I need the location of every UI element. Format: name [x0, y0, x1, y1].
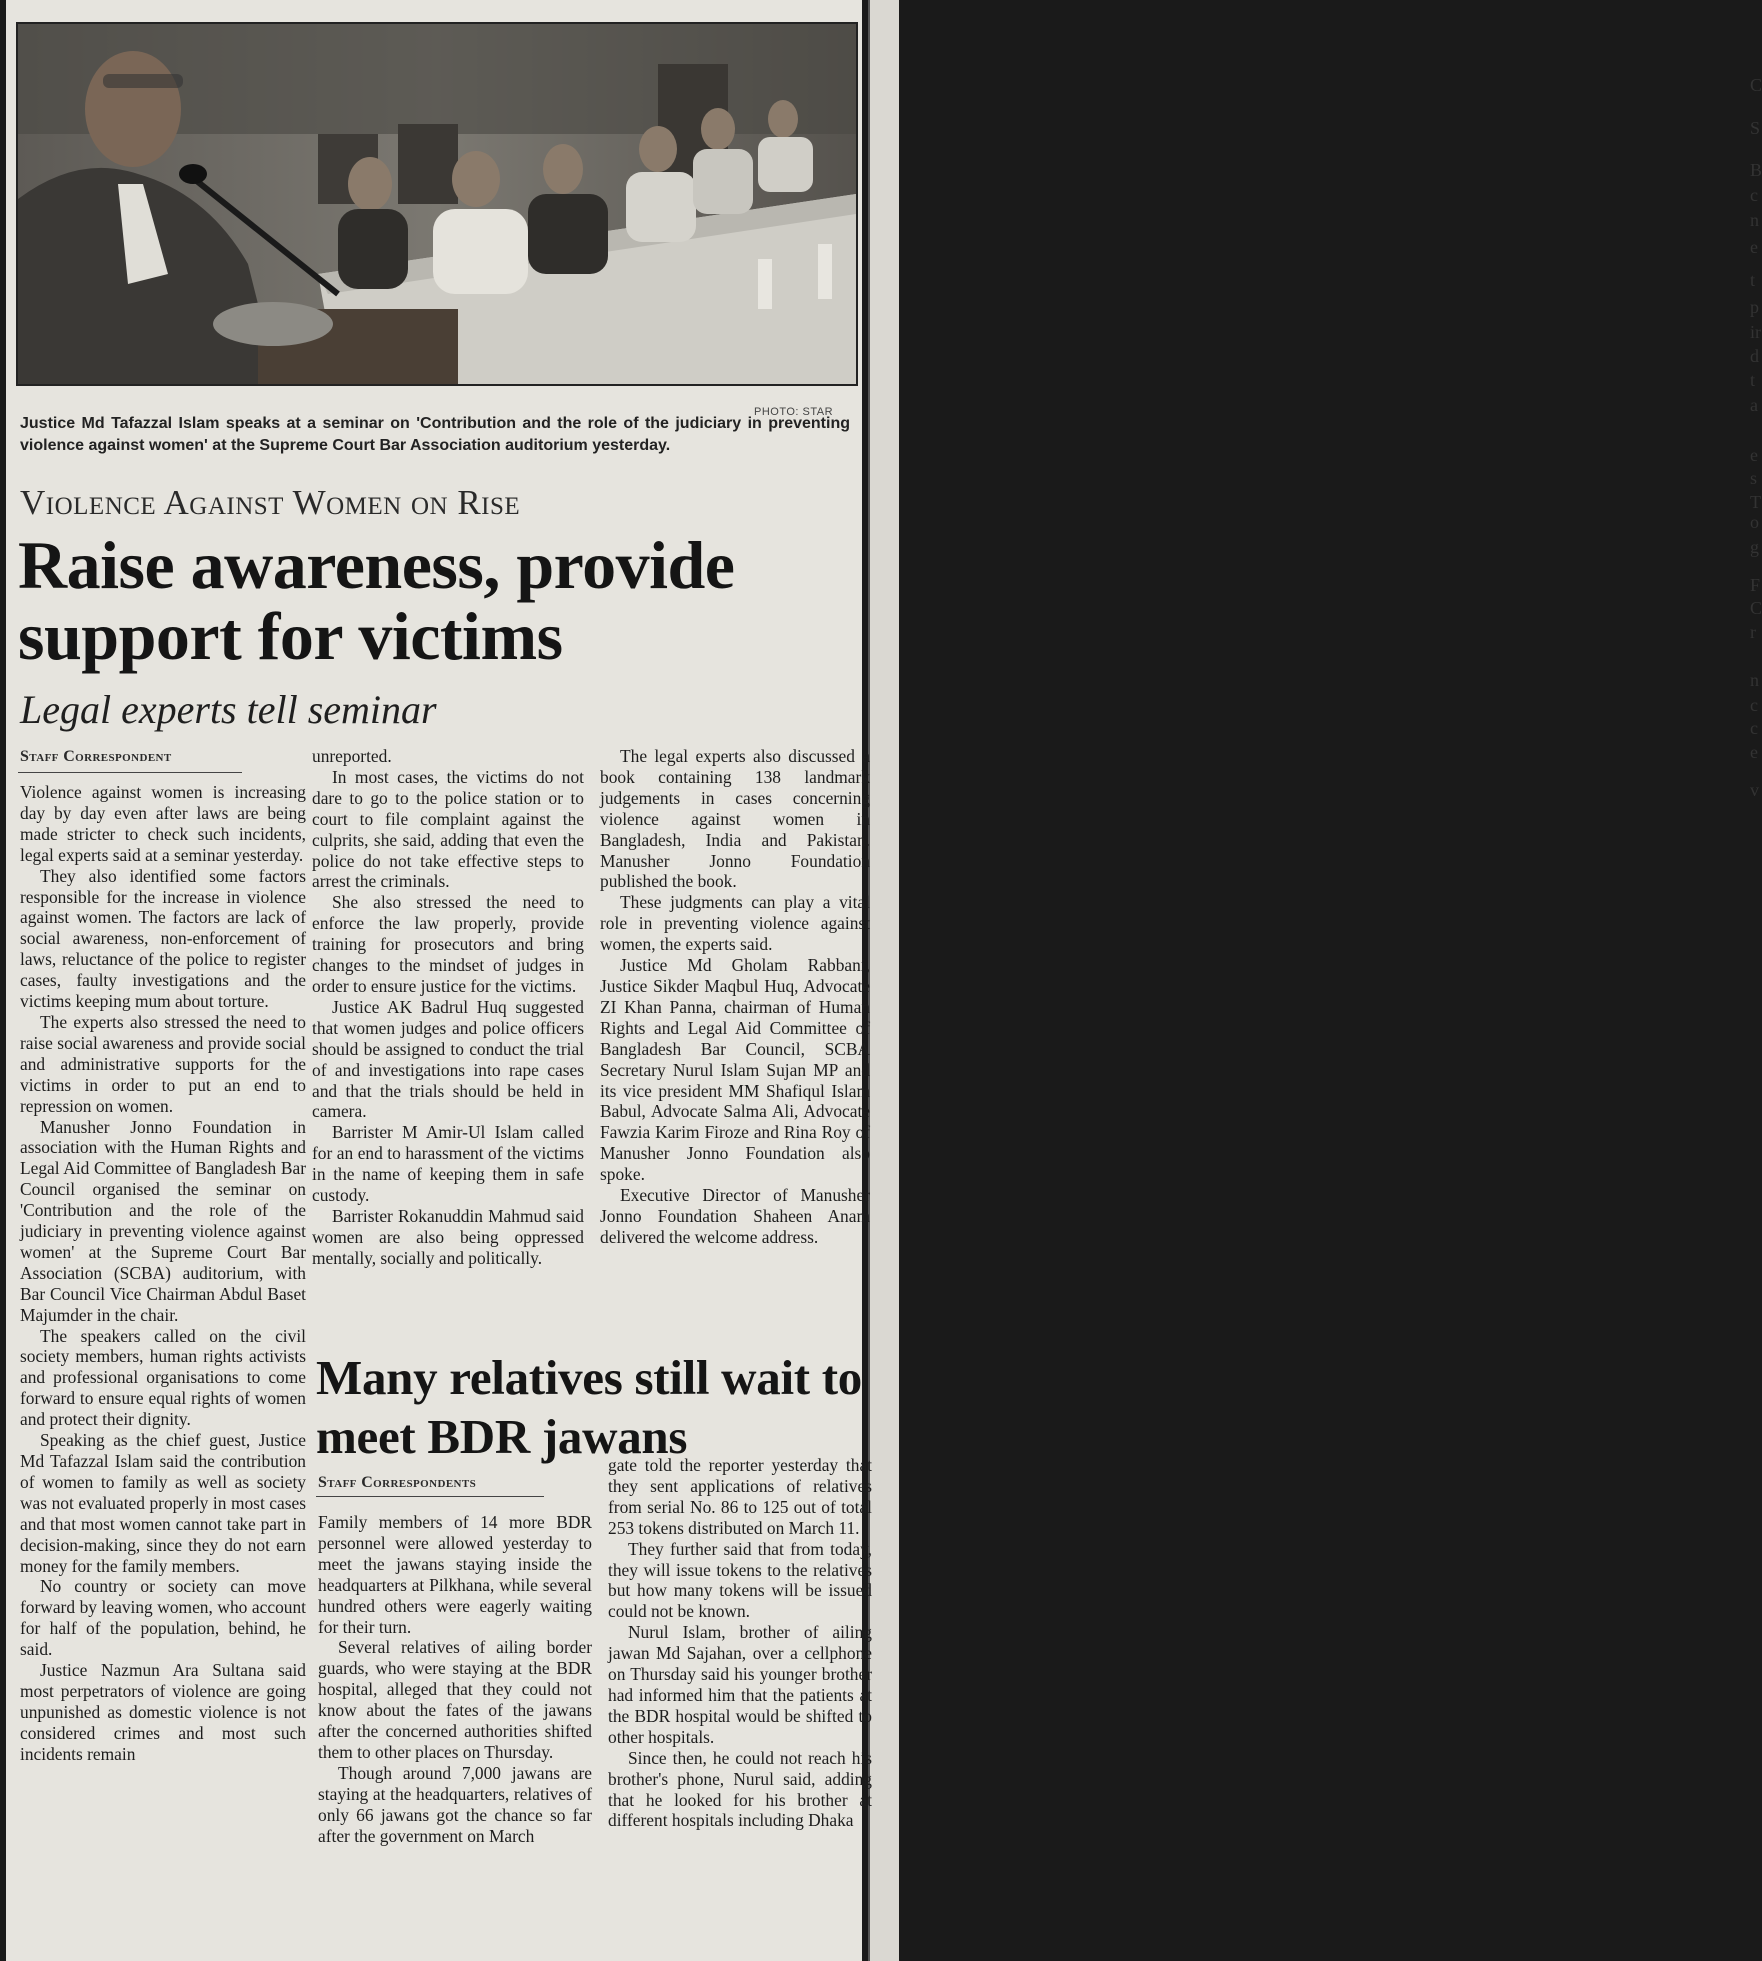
paragraph: Several relatives of ailing border guards, who were staying at the BDR hospital, alleged that they could not know about the fates of the jawans after the concerned authorities shifted them to other places on Thursday.: [318, 1637, 592, 1762]
adjacent-column-letter: s: [1750, 468, 1758, 488]
paragraph: Speaking as the chief guest, Justice Md Tafazzal Islam said the contribution of women to family as well as society was not evaluated properly in most cases and that most women cannot take part in decision-making, since they do not earn money for the family members.: [20, 1430, 306, 1576]
adjacent-column-letter: S: [1750, 118, 1761, 138]
adjacent-column-letter: n: [1750, 210, 1759, 230]
adjacent-column-strip: [868, 0, 1762, 1961]
adjacent-column-letter: a: [1750, 395, 1758, 415]
story-subhead: Legal experts tell seminar: [20, 687, 437, 732]
paragraph: No country or society can move forward by leaving women, who account for half of the population, behind, he said.: [20, 1576, 306, 1660]
adjacent-column-letter: r: [1750, 622, 1756, 642]
adjacent-column-letter: d: [1750, 346, 1759, 366]
paragraph: Executive Director of Manusher Jonno Foundation Shaheen Anam delivered the welcome address.: [600, 1185, 870, 1247]
paragraph: The legal experts also discussed a book containing 138 landmark judgements in cases concerning violence against women in Bangladesh, India and Pakistan. Manusher Jonno Foundation published the book.: [600, 746, 870, 892]
adjacent-column-letter: c: [1750, 695, 1758, 715]
paragraph: The experts also stressed the need to raise social awareness and provide social and administrative supports for the victims in order to put an end to repression on women.: [20, 1011, 306, 1116]
story-column-3: [600, 746, 870, 1248]
paragraph: In most cases, the victims do not dare to go to the police station or to court to file complaint against the culprits, she said, adding that even the police do not take effective steps to arrest the criminals.: [312, 766, 584, 892]
seminar-photo: [16, 22, 858, 386]
paragraph: She also stressed the need to enforce the law properly, provide training for prosecutors and bring changes to the mindset of judges in order to ensure justice for the victims.: [312, 892, 584, 996]
paragraph: Barrister M Amir-Ul Islam called for an end to harassment of the victims in the name of keeping them in safe custody.: [312, 1122, 584, 1206]
story-column-1: [20, 782, 306, 1765]
adjacent-column-letter: e: [1750, 237, 1758, 257]
adjacent-column-letter: t: [1750, 370, 1756, 390]
adjacent-column-letter: F: [1750, 575, 1761, 595]
paragraph: Nurul Islam, brother of ailing jawan Md Sajahan, over a cellphone on Thursday said his younger brother had informed him that the patients at the BDR hospital would be shifted to other hospitals.: [608, 1622, 872, 1747]
adjacent-column-letter: C: [1750, 598, 1762, 618]
second-story-byline: Staff Correspondents: [318, 1474, 477, 1491]
adjacent-column-letter: v: [1750, 780, 1759, 800]
adjacent-column-letter: n: [1750, 670, 1759, 690]
adjacent-column-letter: g: [1750, 537, 1759, 557]
adjacent-column-letter: p: [1750, 297, 1759, 317]
story-column-2: [312, 746, 584, 1269]
photo-credit: PHOTO: STAR: [754, 406, 834, 418]
adjacent-column-letter: T: [1750, 492, 1761, 512]
paragraph: They also identified some factors responsible for the increase in violence against women. The factors are lack of social awareness, non-enforcement of laws, reluctance of the police to register cases, faulty investigations and the victims keeping mum about torture.: [20, 865, 306, 1012]
paragraph: They further said that from today, they will issue tokens to the relatives but how many tokens will be issued could not be known.: [608, 1538, 872, 1622]
paragraph: Justice AK Badrul Huq suggested that women judges and police officers should be assigned to conduct the trial of and investigations into rape cases and that the trials should be held in camera.: [312, 996, 584, 1122]
paragraph: Family members of 14 more BDR personnel were allowed yesterday to meet the jawans staying inside the headquarters at Pilkhana, while several hundred others were eagerly waiting for their turn.: [318, 1512, 592, 1637]
adjacent-column-letter: c: [1750, 185, 1758, 205]
paragraph: unreported.: [312, 746, 392, 766]
story-kicker: Violence Against Women on Rise: [20, 483, 521, 522]
paragraph: Justice Nazmun Ara Sultana said most perpetrators of violence are going unpunished as domestic violence is not considered crimes and most such incidents remain: [20, 1660, 306, 1764]
photo-caption: Justice Md Tafazzal Islam speaks at a seminar on 'Contribution and the role of the judiciary in preventing violence against women' at the Supreme Court Bar Association auditorium yesterday.: [20, 415, 850, 454]
adjacent-column-letter: ir: [1750, 322, 1761, 342]
story-headline: Raise awareness, provide support for victims: [18, 527, 735, 674]
adjacent-column-letter: o: [1750, 512, 1759, 532]
paragraph: Barrister Rokanuddin Mahmud said women are also being oppressed mentally, socially and politically.: [312, 1205, 584, 1268]
paragraph: Justice Md Gholam Rabbani, Justice Sikder Maqbul Huq, Advocate ZI Khan Panna, chairman of Human Rights and Legal Aid Committee of Bangladesh Bar Council, SCBA Secretary Nurul Islam Sujan MP and its vice president MM Shafiqul Islam Babul, Advocate Salma Ali, Advocate Fawzia Karim Firoze and Rina Roy of Manusher Jonno Foundation also spoke.: [600, 955, 870, 1185]
paragraph: Violence against women is increasing day by day even after laws are being made stricter to check such incidents, legal experts said at a seminar yesterday.: [20, 782, 306, 865]
byline-rule: [316, 1496, 544, 1497]
paragraph: Manusher Jonno Foundation in association with the Human Rights and Legal Aid Committee of Bangladesh Bar Council organised the seminar on 'Contribution and the role of the judiciary in preventing violence against women' at the Supreme Court Bar Association (SCBA) auditorium, with Bar Council Vice Chairman Abdul Baset Majumder in the chair.: [20, 1116, 306, 1325]
paragraph: gate told the reporter yesterday that they sent applications of relatives from serial No. 86 to 125 out of total 253 tokens distributed on March 11.: [608, 1455, 872, 1538]
adjacent-column-letter: t: [1750, 270, 1756, 290]
second-story-column-1: [318, 1512, 592, 1847]
paragraph: Though around 7,000 jawans are staying at the headquarters, relatives of only 66 jawans got the chance so far after the government on March: [318, 1762, 592, 1846]
paragraph: These judgments can play a vital role in preventing violence against women, the experts said.: [600, 892, 870, 955]
second-story-column-2: [608, 1455, 872, 1831]
byline-rule: [18, 772, 242, 773]
second-story-headline: Many relatives still wait to meet BDR jawans: [316, 1350, 862, 1464]
paragraph: The speakers called on the civil society members, human rights activists and professional organisations to come forward to ensure equal rights of women and protect their dignity.: [20, 1325, 306, 1430]
story-byline: Staff Correspondent: [20, 748, 172, 765]
paragraph: Since then, he could not reach his brother's phone, Nurul said, adding that he looked for his brother at different hospitals including Dhaka: [608, 1747, 872, 1831]
adjacent-column-letter: C: [1750, 75, 1762, 95]
adjacent-column-letter: e: [1750, 445, 1758, 465]
adjacent-column-letter: e: [1750, 742, 1758, 762]
adjacent-column-letter: c: [1750, 718, 1758, 738]
adjacent-column-letter: B: [1750, 160, 1762, 180]
